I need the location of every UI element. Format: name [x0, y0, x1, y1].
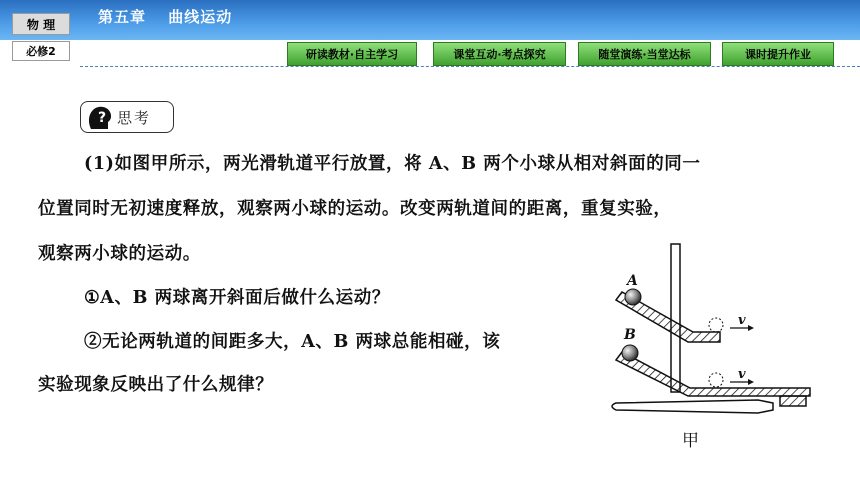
ball-b-label: B — [624, 327, 636, 343]
nav-button-study[interactable]: 研读教材·自主学习 — [287, 42, 417, 66]
ball-b — [622, 345, 638, 361]
sub-question-2: ②无论两轨道的间距多大，A、B 两球总能相碰，该 — [84, 332, 501, 352]
sub-question-1: ①A、B 两球离开斜面后做什么运动？ — [84, 288, 390, 308]
velocity-label-upper: v — [738, 313, 746, 328]
chapter-title: 第五章 曲线运动 — [98, 8, 233, 26]
sub-question-2-continued: 实验现象反映出了什么规律？ — [38, 375, 274, 395]
ball-a — [625, 289, 641, 305]
header-divider — [80, 66, 860, 67]
thinking-head-icon — [85, 103, 115, 131]
nav-button-practice[interactable]: 随堂演练·当堂达标 — [578, 42, 711, 66]
question-text-line-3: 观察两小球的运动。 — [38, 244, 201, 264]
experiment-apparatus-figure — [598, 240, 818, 420]
ball-launch-position-upper — [709, 318, 723, 332]
nav-button-homework[interactable]: 课时提升作业 — [722, 42, 834, 66]
velocity-label-lower: v — [738, 367, 746, 382]
stand-pole — [671, 244, 680, 392]
nav-button-explore[interactable]: 课堂互动·考点探究 — [433, 42, 566, 66]
svg-text:?: ? — [98, 110, 107, 126]
think-badge — [80, 101, 174, 133]
think-label: 思考 — [117, 109, 152, 127]
ball-launch-position-lower — [709, 373, 723, 387]
figure-caption: 甲 — [682, 431, 699, 451]
module-tab[interactable]: 必修2 — [12, 41, 70, 61]
ball-a-label: A — [627, 273, 638, 289]
subject-tab[interactable]: 物 理 — [12, 13, 70, 35]
question-text-line-2: 位置同时无初速度释放，观察两小球的运动。改变两轨道间的距离，重复实验， — [38, 199, 672, 219]
question-text-line-1: (1)如图甲所示，两光滑轨道平行放置，将 A、B 两个小球从相对斜面的同一 — [84, 154, 701, 174]
lower-track — [616, 352, 810, 406]
stand-base — [612, 400, 773, 413]
